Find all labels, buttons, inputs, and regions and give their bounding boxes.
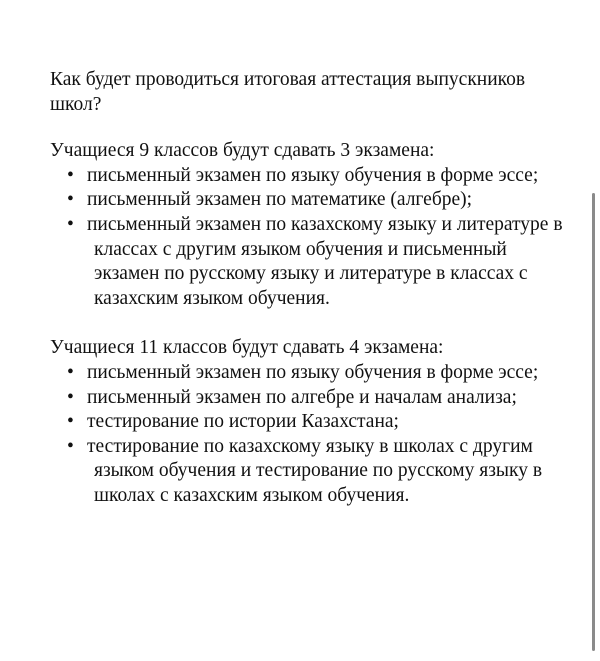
list-item bbox=[50, 410, 570, 435]
exam-list bbox=[50, 361, 570, 509]
list-item-text: письменный экзамен по математике (алгебре); bbox=[87, 189, 473, 211]
list-item-text: письменный экзамен по языку обучения в форме эссе; bbox=[87, 164, 539, 186]
page-title: Как будет проводиться итоговая аттестация выпускников школ? bbox=[50, 69, 526, 115]
bullet-icon: • bbox=[67, 189, 74, 211]
section-grade-11 bbox=[50, 336, 570, 508]
article-content bbox=[50, 68, 570, 534]
section-heading: Учащиеся 9 классов будут сдавать 3 экзамена: bbox=[50, 140, 435, 162]
list-item bbox=[50, 435, 570, 509]
bullet-icon: • bbox=[67, 164, 74, 186]
bullet-icon: • bbox=[67, 386, 74, 408]
list-item bbox=[50, 188, 570, 213]
list-item-text: письменный экзамен по языку обучения в форме эссе; bbox=[87, 361, 539, 383]
list-item-text: письменный экзамен по казахскому языку и литературе в классах с другим языком обучения и письменный экзамен по русскому языку и литературе в классах с казахским языком обучения. bbox=[87, 213, 563, 309]
section-grade-9 bbox=[50, 139, 570, 311]
exam-list bbox=[50, 164, 570, 312]
bullet-icon: • bbox=[67, 361, 74, 383]
list-item bbox=[50, 361, 570, 386]
bullet-icon: • bbox=[67, 411, 74, 433]
list-item-text: тестирование по истории Казахстана; bbox=[87, 411, 399, 433]
list-item bbox=[50, 213, 570, 311]
section-heading: Учащиеся 11 классов будут сдавать 4 экзамена: bbox=[50, 337, 444, 359]
bullet-icon: • bbox=[67, 213, 74, 235]
vertical-scrollbar[interactable] bbox=[592, 193, 595, 651]
list-item bbox=[50, 386, 570, 411]
bullet-icon: • bbox=[67, 435, 74, 457]
list-item-text: письменный экзамен по алгебре и началам анализа; bbox=[87, 386, 517, 408]
list-item-text: тестирование по казахскому языку в школах с другим языком обучения и тестирование по русскому языку в школах с казахским языком обучения. bbox=[87, 435, 543, 506]
list-item bbox=[50, 164, 570, 189]
